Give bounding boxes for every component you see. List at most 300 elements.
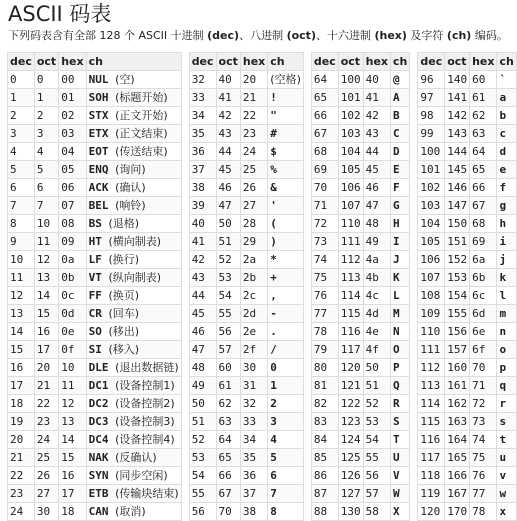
ch-cell (268, 287, 304, 305)
table-row (418, 143, 516, 161)
oct-cell: 30 (34, 503, 58, 521)
table-row (418, 449, 516, 467)
oct-cell: 24 (34, 431, 58, 449)
oct-cell: 57 (216, 341, 240, 359)
dec-cell: 104 (418, 215, 445, 233)
dec-cell: 44 (189, 287, 216, 305)
oct-cell: 100 (338, 71, 363, 89)
column-header-hex: hex (59, 53, 86, 71)
hex-cell: 08 (59, 215, 86, 233)
ch-cell (391, 161, 410, 179)
hex-cell: 24 (240, 143, 267, 161)
char-symbol: ! (270, 90, 277, 104)
oct-cell: 152 (445, 251, 470, 269)
dec-cell: 18 (8, 395, 35, 413)
hex-cell: 46 (363, 179, 390, 197)
hex-cell: 77 (470, 485, 497, 503)
table-row (8, 179, 182, 197)
char-symbol: o (499, 342, 507, 356)
ch-cell (497, 305, 516, 323)
table-row (418, 323, 516, 341)
ch-cell (268, 305, 304, 323)
hex-cell: 4c (363, 287, 390, 305)
dec-cell: 109 (418, 305, 445, 323)
oct-cell: 0 (34, 71, 58, 89)
ch-cell (268, 161, 304, 179)
table-row (8, 449, 182, 467)
char-symbol: M (393, 306, 400, 320)
table-row (189, 89, 303, 107)
hex-cell: 21 (240, 89, 267, 107)
char-symbol: DLE (88, 360, 109, 374)
oct-cell: 41 (216, 89, 240, 107)
ch-cell (86, 269, 181, 287)
char-symbol: n (499, 324, 507, 338)
char-description: (反确认) (115, 450, 157, 464)
char-symbol: B (393, 108, 400, 122)
oct-cell: 40 (216, 71, 240, 89)
hex-cell: 37 (240, 485, 267, 503)
table-row (418, 179, 516, 197)
dec-cell: 79 (311, 341, 338, 359)
dec-cell: 113 (418, 377, 445, 395)
hex-cell: 16 (59, 467, 86, 485)
hex-cell: 0c (59, 287, 86, 305)
dec-cell: 6 (8, 179, 35, 197)
oct-cell: 113 (338, 269, 363, 287)
ch-cell (497, 341, 516, 359)
table-header-row (311, 53, 409, 71)
oct-cell: 66 (216, 467, 240, 485)
char-symbol: & (270, 180, 277, 194)
oct-cell: 2 (34, 107, 58, 125)
ch-cell (86, 125, 181, 143)
oct-cell: 54 (216, 287, 240, 305)
oct-cell: 102 (338, 107, 363, 125)
char-symbol: / (270, 342, 277, 356)
table-row (8, 287, 182, 305)
dec-cell: 88 (311, 503, 338, 521)
oct-cell: 153 (445, 269, 470, 287)
char-description: (回车) (108, 306, 140, 320)
ch-cell (497, 287, 516, 305)
table-row (8, 485, 182, 503)
hex-cell: 70 (470, 359, 497, 377)
oct-cell: 116 (338, 323, 363, 341)
hex-cell: 6f (470, 341, 497, 359)
ch-cell (86, 485, 181, 503)
char-symbol: 3 (270, 414, 277, 428)
oct-cell: 20 (34, 359, 58, 377)
table-row (418, 107, 516, 125)
char-symbol: . (270, 324, 277, 338)
table-row (311, 413, 409, 431)
oct-cell: 111 (338, 233, 363, 251)
table-row (311, 287, 409, 305)
hex-cell: 49 (363, 233, 390, 251)
ch-cell (268, 233, 304, 251)
ch-cell (497, 89, 516, 107)
oct-cell: 165 (445, 449, 470, 467)
page-subtitle (8, 29, 508, 43)
ch-cell (86, 215, 181, 233)
ch-cell (497, 431, 516, 449)
oct-cell: 47 (216, 197, 240, 215)
hex-cell: 64 (470, 143, 497, 161)
dec-cell: 20 (8, 431, 35, 449)
hex-cell: 29 (240, 233, 267, 251)
char-description: (传输块结束) (115, 486, 179, 500)
char-description: (设备控制2) (115, 396, 175, 410)
char-symbol: ENQ (88, 162, 109, 176)
hex-cell: 12 (59, 395, 86, 413)
char-symbol: , (270, 288, 277, 302)
char-symbol: SI (88, 342, 102, 356)
hex-cell: 0f (59, 341, 86, 359)
hex-cell: 45 (363, 161, 390, 179)
oct-cell: 60 (216, 359, 240, 377)
ch-cell (391, 431, 410, 449)
column-header-dec: dec (311, 53, 338, 71)
hex-cell: 25 (240, 161, 267, 179)
hex-cell: 75 (470, 449, 497, 467)
ch-cell (497, 125, 516, 143)
subtitle-sep1: 、八进制 (239, 29, 287, 42)
char-symbol: U (393, 450, 400, 464)
char-symbol: O (393, 342, 400, 356)
table-row (311, 449, 409, 467)
ch-cell (86, 161, 181, 179)
ch-cell (268, 449, 304, 467)
char-symbol: T (393, 432, 400, 446)
char-symbol: r (499, 396, 507, 410)
subtitle-ch: (ch) (446, 29, 472, 42)
hex-cell: 6b (470, 269, 497, 287)
table-row (8, 503, 182, 521)
table-row (189, 251, 303, 269)
dec-cell: 4 (8, 143, 35, 161)
ascii-table-4 (417, 52, 516, 521)
table-row (418, 251, 516, 269)
char-symbol: ( (270, 216, 277, 230)
ch-cell (391, 341, 410, 359)
hex-cell: 4e (363, 323, 390, 341)
oct-cell: 67 (216, 485, 240, 503)
column-header-dec: dec (8, 53, 35, 71)
oct-cell: 147 (445, 197, 470, 215)
ch-cell (86, 467, 181, 485)
hex-cell: 78 (470, 503, 497, 521)
oct-cell: 1 (34, 89, 58, 107)
dec-cell: 74 (311, 251, 338, 269)
oct-cell: 104 (338, 143, 363, 161)
hex-cell: 61 (470, 89, 497, 107)
hex-cell: 17 (59, 485, 86, 503)
table-row (418, 269, 516, 287)
oct-cell: 107 (338, 197, 363, 215)
char-symbol: # (270, 126, 277, 140)
oct-cell: 11 (34, 233, 58, 251)
oct-cell: 6 (34, 179, 58, 197)
hex-cell: 56 (363, 467, 390, 485)
ch-cell (497, 467, 516, 485)
char-symbol: u (499, 450, 507, 464)
table-row (189, 485, 303, 503)
table-row (418, 71, 516, 89)
char-symbol: 1 (270, 378, 277, 392)
ch-cell (391, 305, 410, 323)
ch-cell (86, 107, 181, 125)
char-symbol: % (270, 162, 277, 176)
oct-cell: 50 (216, 215, 240, 233)
oct-cell: 16 (34, 323, 58, 341)
ascii-table-2 (189, 52, 304, 521)
table-row (418, 341, 516, 359)
dec-cell: 98 (418, 107, 445, 125)
dec-cell: 64 (311, 71, 338, 89)
table-row (311, 233, 409, 251)
table-row (311, 179, 409, 197)
char-symbol: G (393, 198, 400, 212)
char-description: (换页) (108, 288, 140, 302)
dec-cell: 45 (189, 305, 216, 323)
ch-cell (268, 485, 304, 503)
ch-cell (497, 485, 516, 503)
oct-cell: 114 (338, 287, 363, 305)
subtitle-sep3: 及字符 (406, 29, 447, 42)
dec-cell: 78 (311, 323, 338, 341)
char-symbol: b (499, 108, 507, 122)
char-symbol: ' (270, 198, 277, 212)
ascii-table-1 (7, 52, 182, 521)
table-row (311, 431, 409, 449)
char-description: (换行) (108, 252, 140, 266)
hex-cell: 11 (59, 377, 86, 395)
char-symbol: ) (270, 234, 277, 248)
dec-cell: 52 (189, 431, 216, 449)
oct-cell: 63 (216, 413, 240, 431)
hex-cell: 2c (240, 287, 267, 305)
column-header-ch: ch (497, 53, 516, 71)
dec-cell: 70 (311, 179, 338, 197)
table-row (418, 485, 516, 503)
dec-cell: 16 (8, 359, 35, 377)
oct-cell: 55 (216, 305, 240, 323)
char-symbol: A (393, 90, 400, 104)
oct-cell: 61 (216, 377, 240, 395)
char-symbol: @ (393, 72, 400, 86)
table-row (311, 89, 409, 107)
hex-cell: 65 (470, 161, 497, 179)
table-row (311, 485, 409, 503)
dec-cell: 1 (8, 89, 35, 107)
hex-cell: 23 (240, 125, 267, 143)
dec-cell: 118 (418, 467, 445, 485)
char-symbol: SYN (88, 468, 109, 482)
char-symbol: 5 (270, 450, 277, 464)
oct-cell: 45 (216, 161, 240, 179)
dec-cell: 105 (418, 233, 445, 251)
ch-cell (497, 107, 516, 125)
char-symbol: ACK (88, 180, 109, 194)
table-row (311, 125, 409, 143)
dec-cell: 11 (8, 269, 35, 287)
dec-cell: 102 (418, 179, 445, 197)
oct-cell: 145 (445, 161, 470, 179)
ch-cell (497, 143, 516, 161)
ch-cell (86, 197, 181, 215)
table-row (311, 305, 409, 323)
char-symbol: R (393, 396, 400, 410)
dec-cell: 119 (418, 485, 445, 503)
table-row (418, 215, 516, 233)
hex-cell: 35 (240, 449, 267, 467)
column-header-hex: hex (363, 53, 390, 71)
hex-cell: 58 (363, 503, 390, 521)
char-symbol: a (499, 90, 507, 104)
subtitle-prefix: 下列码表含有全部 128 个 ASCII 十进制 (8, 29, 208, 42)
hex-cell: 01 (59, 89, 86, 107)
hex-cell: 36 (240, 467, 267, 485)
table-row (311, 359, 409, 377)
oct-cell: 44 (216, 143, 240, 161)
table-row (8, 341, 182, 359)
char-symbol: E (393, 162, 400, 176)
table-row (189, 359, 303, 377)
char-symbol: ETB (88, 486, 109, 500)
ch-cell (391, 233, 410, 251)
hex-cell: 40 (363, 71, 390, 89)
ch-cell (391, 125, 410, 143)
ch-cell (268, 125, 304, 143)
oct-cell: 23 (34, 413, 58, 431)
hex-cell: 0e (59, 323, 86, 341)
oct-cell: 27 (34, 485, 58, 503)
char-symbol: VT (88, 270, 102, 284)
ch-cell (268, 395, 304, 413)
hex-cell: 38 (240, 503, 267, 521)
table-row (8, 413, 182, 431)
hex-cell: 6c (470, 287, 497, 305)
oct-cell: 53 (216, 269, 240, 287)
hex-cell: 4a (363, 251, 390, 269)
hex-cell: 0b (59, 269, 86, 287)
dec-cell: 80 (311, 359, 338, 377)
char-symbol: J (393, 252, 400, 266)
oct-cell: 157 (445, 341, 470, 359)
oct-cell: 120 (338, 359, 363, 377)
dec-cell: 72 (311, 215, 338, 233)
char-description: (移入) (108, 342, 140, 356)
oct-cell: 5 (34, 161, 58, 179)
char-symbol: 2 (270, 396, 277, 410)
oct-cell: 151 (445, 233, 470, 251)
ch-cell (268, 251, 304, 269)
ch-cell (391, 467, 410, 485)
ch-cell (86, 143, 181, 161)
ch-cell (391, 359, 410, 377)
table-row (8, 395, 182, 413)
ch-cell (268, 179, 304, 197)
dec-cell: 38 (189, 179, 216, 197)
oct-cell: 161 (445, 377, 470, 395)
dec-cell: 9 (8, 233, 35, 251)
char-symbol: 8 (270, 504, 277, 518)
char-symbol: DC4 (88, 432, 109, 446)
ch-cell (497, 71, 516, 89)
dec-cell: 71 (311, 197, 338, 215)
oct-cell: 146 (445, 179, 470, 197)
dec-cell: 115 (418, 413, 445, 431)
ch-cell (268, 503, 304, 521)
hex-cell: 6a (470, 251, 497, 269)
ch-cell (391, 449, 410, 467)
oct-cell: 160 (445, 359, 470, 377)
char-symbol: " (270, 108, 277, 122)
hex-cell: 71 (470, 377, 497, 395)
ch-cell (86, 503, 181, 521)
dec-cell: 47 (189, 341, 216, 359)
char-description: (传送结束) (115, 144, 168, 158)
hex-cell: 00 (59, 71, 86, 89)
char-symbol: DC2 (88, 396, 109, 410)
column-header-oct: oct (216, 53, 240, 71)
table-row (189, 413, 303, 431)
hex-cell: 14 (59, 431, 86, 449)
ch-cell (497, 503, 516, 521)
dec-cell: 82 (311, 395, 338, 413)
ch-cell (86, 323, 181, 341)
char-description: (取消) (115, 504, 146, 518)
dec-cell: 32 (189, 71, 216, 89)
table-row (311, 197, 409, 215)
dec-cell: 114 (418, 395, 445, 413)
table-row (8, 161, 182, 179)
char-description: (正文开始) (115, 108, 168, 122)
char-symbol: e (499, 162, 507, 176)
char-symbol: H (393, 216, 400, 230)
table-header-row (8, 53, 182, 71)
hex-cell: 26 (240, 179, 267, 197)
ch-cell (86, 89, 181, 107)
oct-cell: 144 (445, 143, 470, 161)
ascii-table-3 (311, 52, 410, 521)
ch-cell (86, 431, 181, 449)
hex-cell: 73 (470, 413, 497, 431)
char-symbol: HT (88, 234, 102, 248)
dec-cell: 10 (8, 251, 35, 269)
ch-cell (497, 377, 516, 395)
char-symbol: p (499, 360, 507, 374)
table-row (189, 215, 303, 233)
dec-cell: 3 (8, 125, 35, 143)
dec-cell: 55 (189, 485, 216, 503)
char-description: (同步空闲) (115, 468, 168, 482)
table-row (189, 233, 303, 251)
oct-cell: 141 (445, 89, 470, 107)
oct-cell: 154 (445, 287, 470, 305)
dec-cell: 13 (8, 305, 35, 323)
oct-cell: 103 (338, 125, 363, 143)
dec-cell: 111 (418, 341, 445, 359)
hex-cell: 0d (59, 305, 86, 323)
ch-cell (497, 359, 516, 377)
hex-cell: 2d (240, 305, 267, 323)
dec-cell: 66 (311, 107, 338, 125)
char-symbol: s (499, 414, 507, 428)
ch-cell (497, 197, 516, 215)
oct-cell: 106 (338, 179, 363, 197)
